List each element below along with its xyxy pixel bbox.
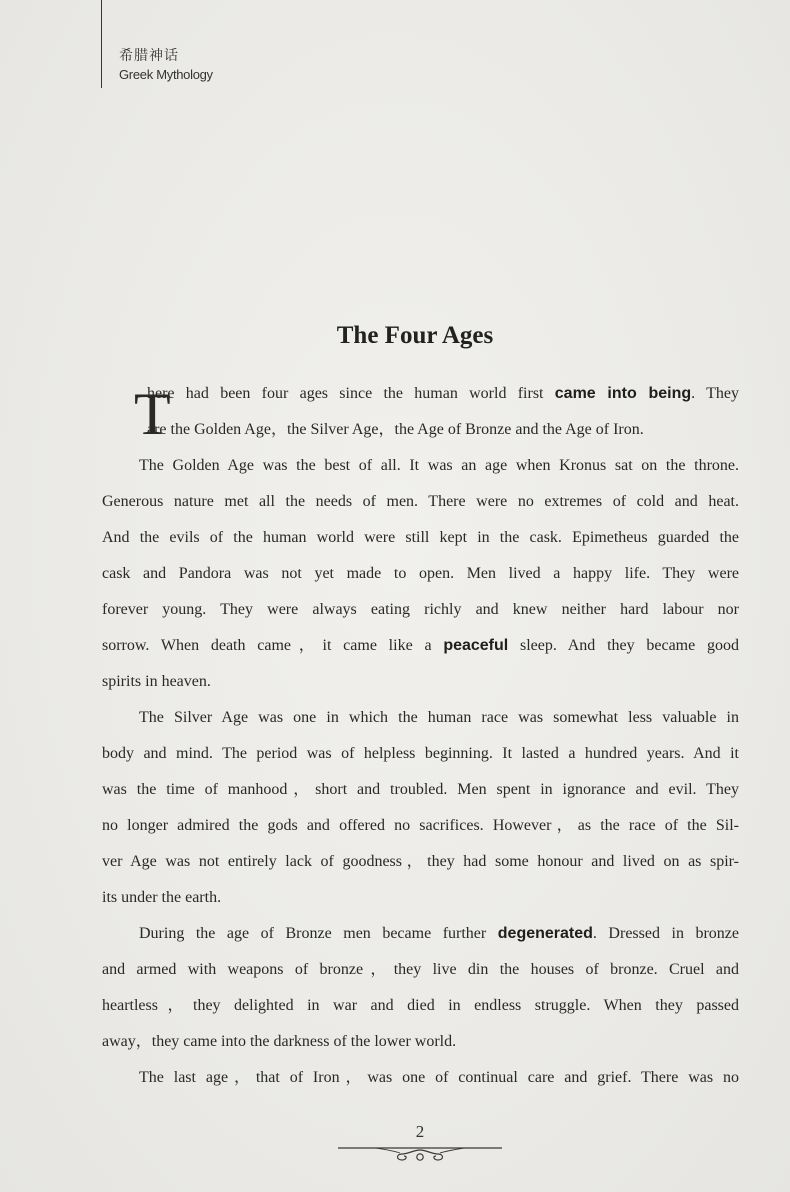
header-divider [101,0,102,88]
keyword-highlight: peaceful [443,637,509,654]
text-line: The Golden Age was the best of all. It was an age when Kronus sat on the throne. [139,457,739,474]
text-line: its under the earth. [102,889,222,906]
text-line: was the time of manhood，short and troubled. Men spent in ignorance and evil. They [102,781,739,798]
text-line: During the age of Bronze men became further degenerated. Dressed in bronze [139,925,740,942]
text-line: no longer admired the gods and offered no sacrifices. However，as the race of the Sil- [102,817,739,834]
text-line: cask and Pandora was not yet made to open. Men lived a happy life. They were [102,565,739,582]
text-line: The last age，that of Iron，was one of continual care and grief. There was no [139,1069,739,1086]
running-header-chinese: 希腊神话 [119,48,179,64]
text-line: The Silver Age was one in which the human race was somewhat less valuable in [139,709,739,726]
chapter-title: The Four Ages [336,322,494,349]
text-line: Generous nature met all the needs of men. There were no extremes of cold and heat. [102,493,739,510]
scroll-flourish-ornament-icon [336,1142,504,1166]
page-number: 2 [415,1122,425,1141]
text-line: body and mind. The period was of helpless beginning. It lasted a hundred years. And it [102,745,739,762]
text-line: sorrow. When death came，it came like a peaceful sleep. And they became good [102,637,739,654]
text-line: And the evils of the human world were still kept in the cask. Epimetheus guarded the [102,529,739,546]
text-line: are the Golden Age，the Silver Age，the Age of Bronze and the Age of Iron. [147,421,644,438]
keyword-highlight: degenerated [497,925,593,942]
text-line: forever young. They were always eating richly and knew neither hard labour nor [102,601,739,618]
text-line: ver Age was not entirely lack of goodness，they had some honour and lived on as spir- [102,853,739,870]
text-line: spirits in heaven. [102,673,211,690]
keyword-highlight: came into being [554,385,692,402]
body-text [102,378,739,1098]
drop-cap: T [134,381,171,447]
running-header-english: Greek Mythology [119,67,213,82]
text-line: heartless，they delighted in war and died in endless struggle. When they passed [102,997,739,1014]
text-line: away，they came into the darkness of the lower world. [102,1033,457,1050]
text-line: and armed with weapons of bronze，they live din the houses of bronze. Cruel and [102,961,739,978]
text-line: here had been four ages since the human world first came into being. They [147,385,740,402]
